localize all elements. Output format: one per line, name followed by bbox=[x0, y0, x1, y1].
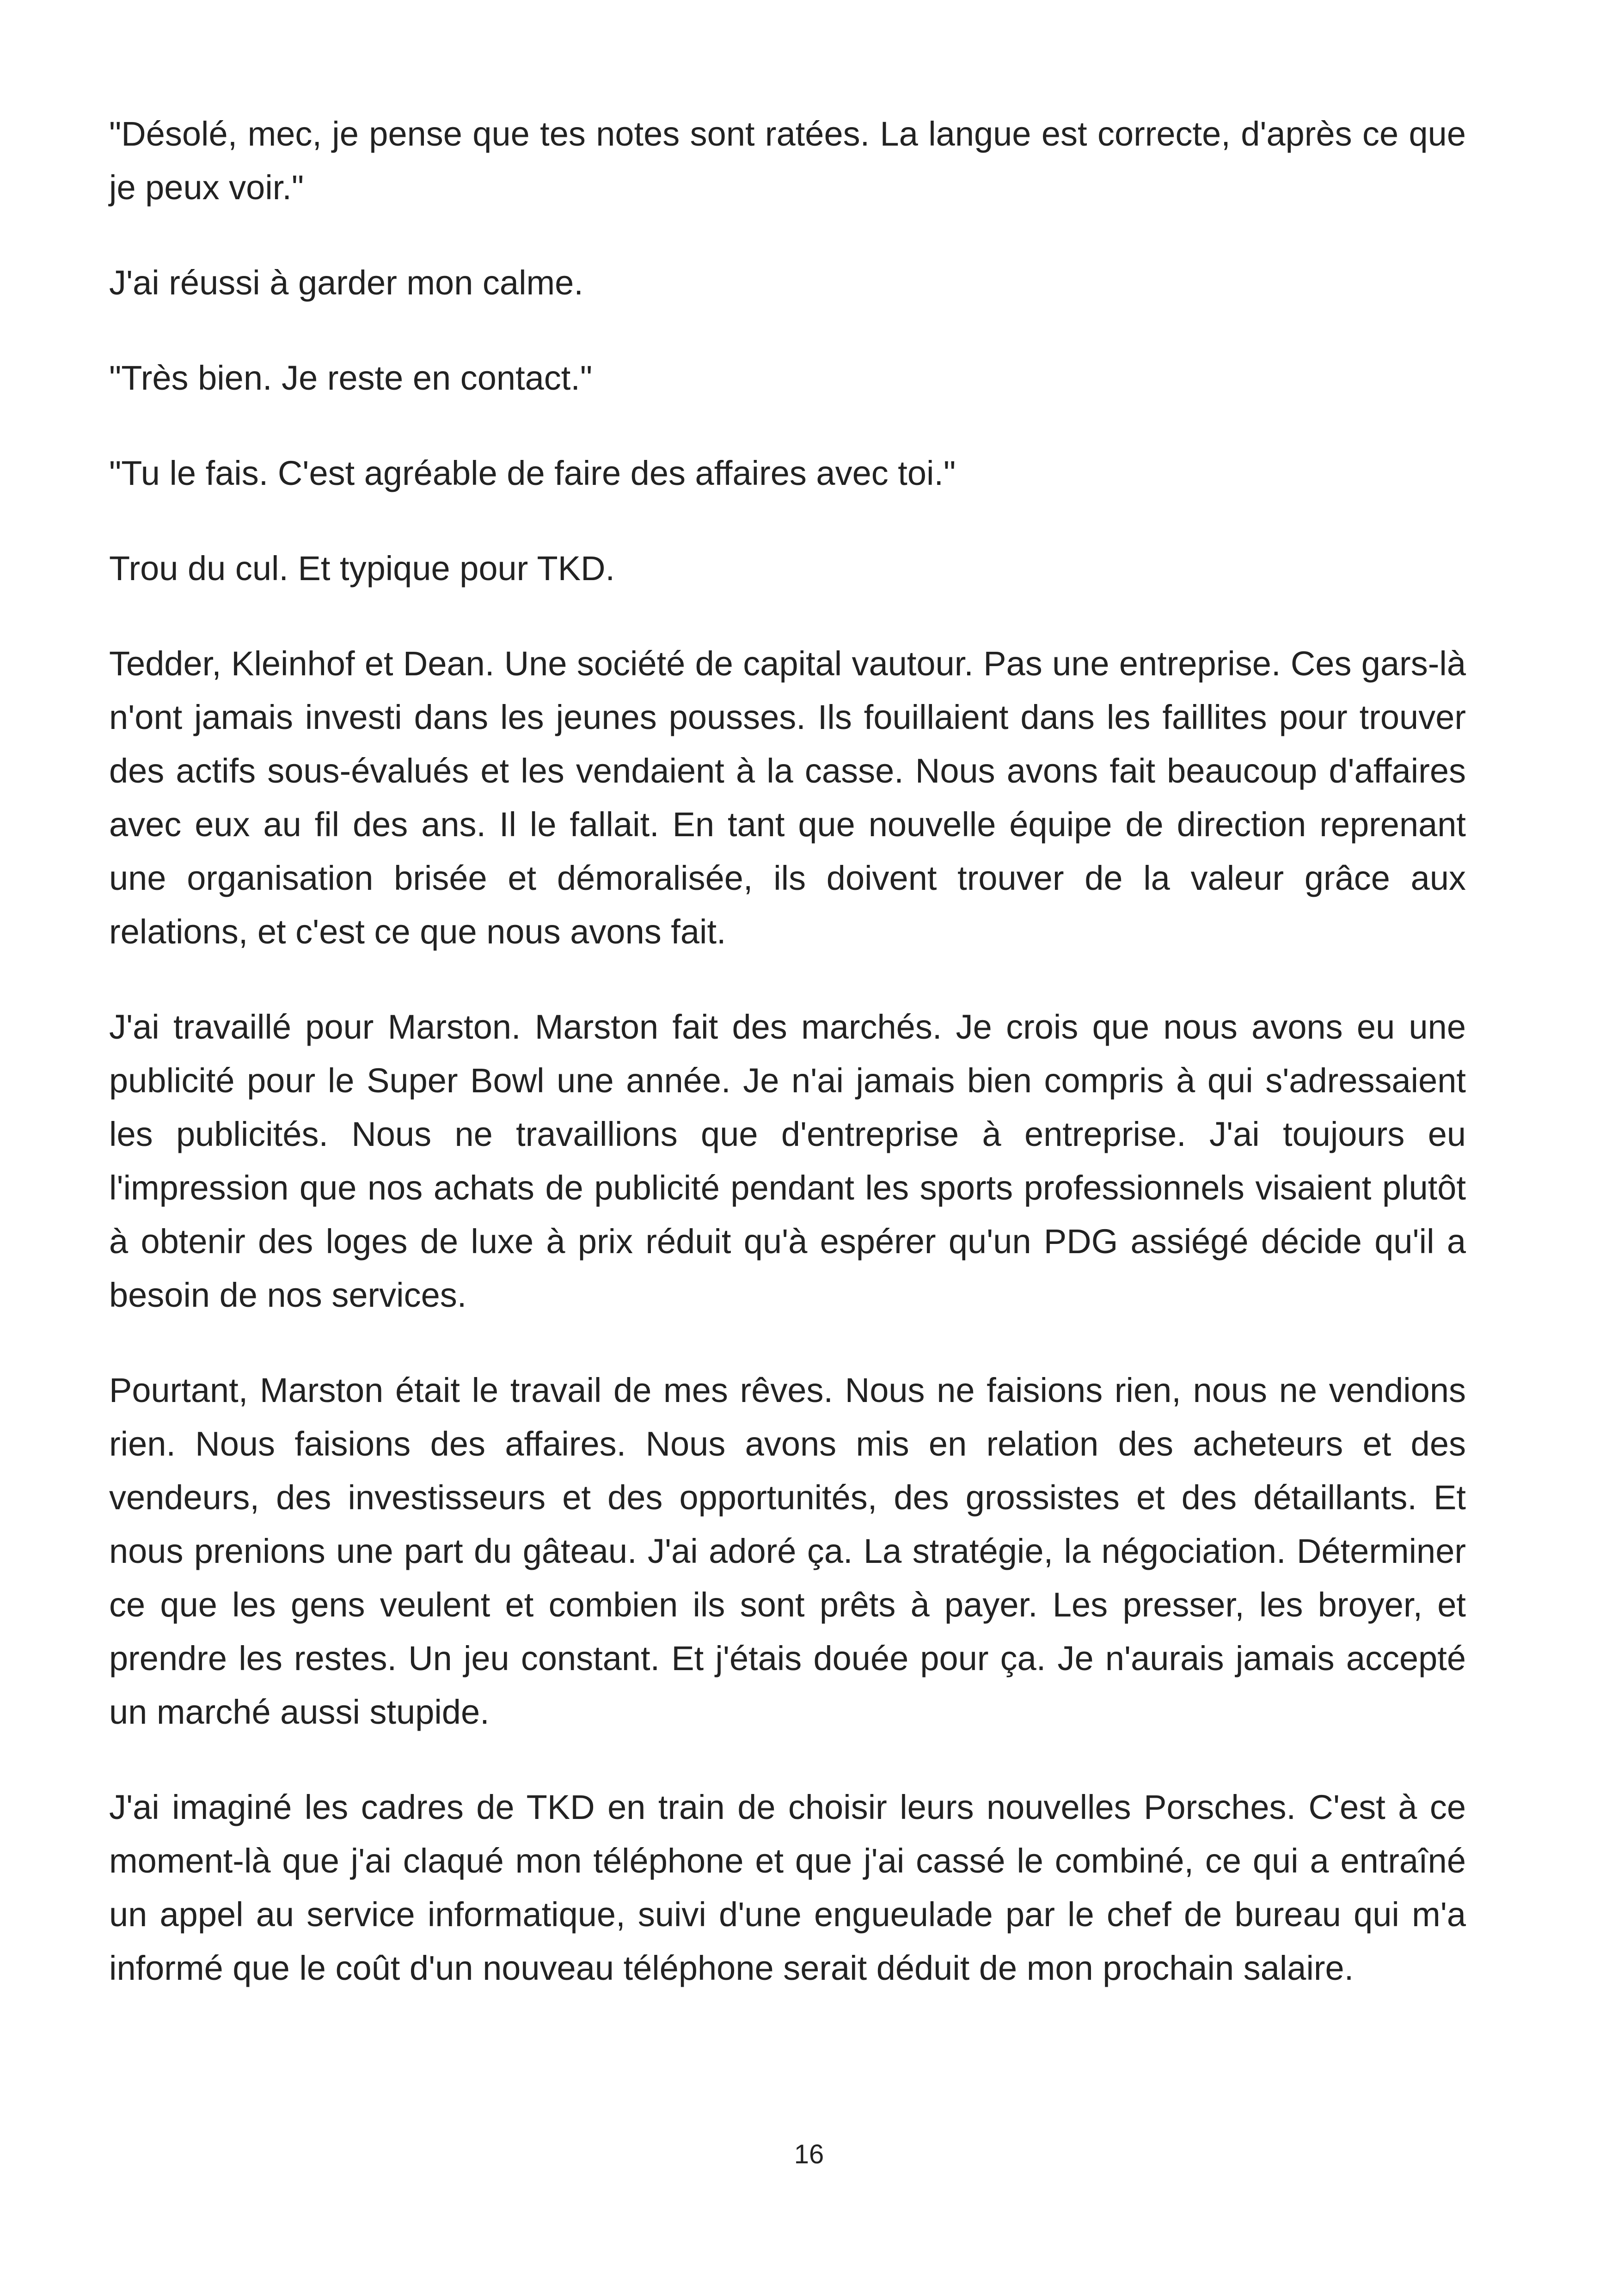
paragraph-3: "Très bien. Je reste en contact." bbox=[109, 359, 593, 397]
paragraph-5: Trou du cul. Et typique pour TKD. bbox=[109, 549, 615, 588]
paragraph-8: Pourtant, Marston était le travail de mes rêves. Nous ne faisions rien, nous ne vendions rien. Nous faisions des affaires. Nous avons mis en relation des acheteurs et des vendeurs, des investisseurs et des opportunités, des grossistes et des détaillants. Et nous prenions une part du gâteau. J'ai adoré ça. La stratégie, la négociation. Déterminer ce que les gens veulent et combien ils sont prêts à payer. Les presser, les broyer, et prendre les restes. Un jeu constant. Et j'étais douée pour ça. Je n'aurais jamais accepté un marché aussi stupide. bbox=[109, 1371, 1466, 1731]
paragraph-2: J'ai réussi à garder mon calme. bbox=[109, 263, 583, 302]
paragraph-9: J'ai imaginé les cadres de TKD en train de choisir leurs nouvelles Porsches. C'est à ce moment-là que j'ai claqué mon téléphone et que j'ai cassé le combiné, ce qui a entraîné un appel au service informatique, suivi d'une engueulade par le chef de bureau qui m'a informé que le coût d'un nouveau téléphone serait déduit de mon prochain salaire. bbox=[109, 1788, 1466, 1987]
body-text bbox=[109, 107, 1466, 2037]
paragraph-1: "Désolé, mec, je pense que tes notes sont ratées. La langue est correcte, d'après ce que je peux voir." bbox=[109, 115, 1466, 207]
page-number: 16 bbox=[794, 2139, 824, 2169]
paragraph-6: Tedder, Kleinhof et Dean. Une société de capital vautour. Pas une entreprise. Ces gars-là n'ont jamais investi dans les jeunes pousses. Ils fouillaient dans les faillites pour trouver des actifs sous-évalués et les vendaient à la casse. Nous avons fait beaucoup d'affaires avec eux au fil des ans. Il le fallait. En tant que nouvelle équipe de direction reprenant une organisation brisée et démoralisée, ils doivent trouver de la valeur grâce aux relations, et c'est ce que nous avons fait. bbox=[109, 644, 1466, 951]
paragraph-4: "Tu le fais. C'est agréable de faire des affaires avec toi." bbox=[109, 454, 956, 492]
paragraph-7: J'ai travaillé pour Marston. Marston fait des marchés. Je crois que nous avons eu une publicité pour le Super Bowl une année. Je n'ai jamais bien compris à qui s'adressaient les publicités. Nous ne travaillions que d'entreprise à entreprise. J'ai toujours eu l'impression que nos achats de publicité pendant les sports professionnels visaient plutôt à obtenir des loges de luxe à prix réduit qu'à espérer qu'un PDG assiégé décide qu'il a besoin de nos services. bbox=[109, 1008, 1466, 1314]
